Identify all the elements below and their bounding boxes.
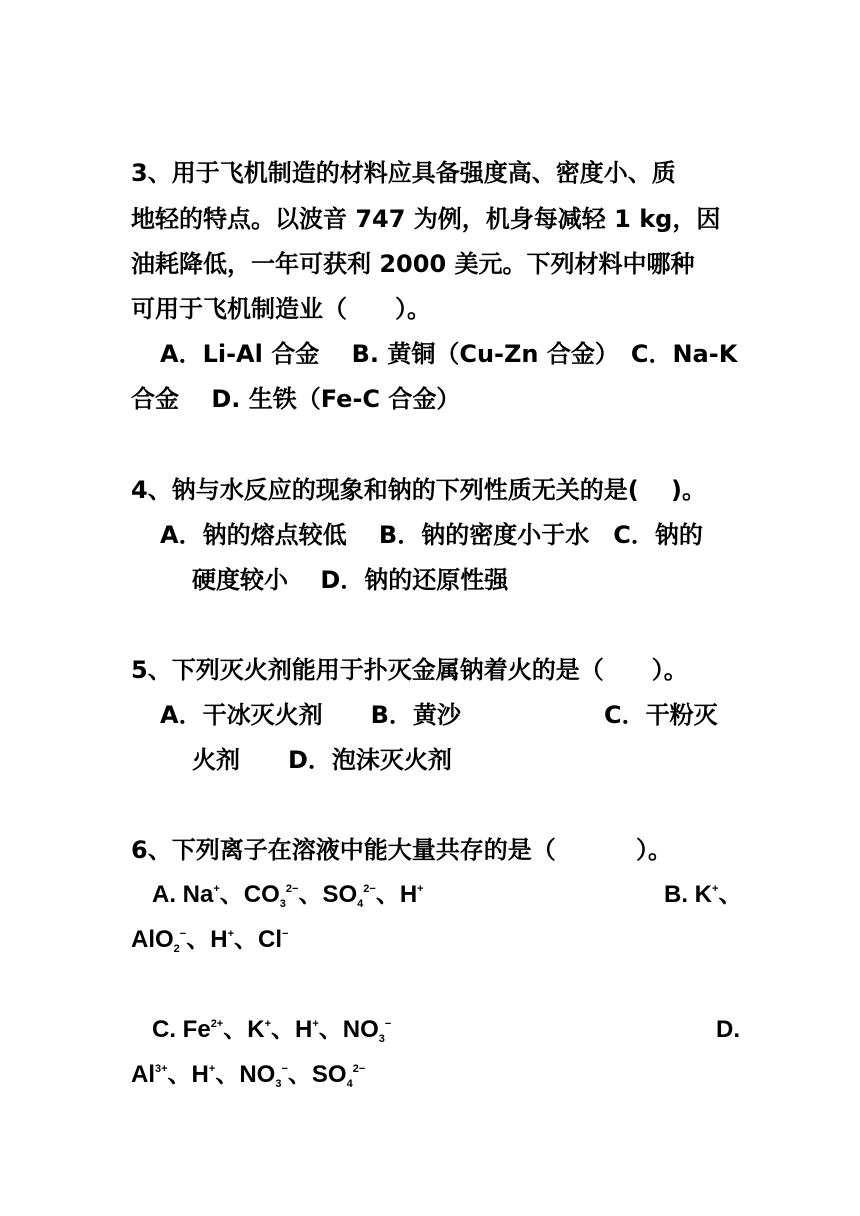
q5-line-1: 5、下列灭火剂能用于扑灭金属钠着火的是（ ）。 [131,656,688,684]
q6-option-b-cont: AlO$_2$−、H+、Cl− [131,926,289,955]
q5-options-line-1: A．干冰灭火剂 B．黄沙 [160,701,461,729]
q3-line-1: 3、用于飞机制造的材料应具备强度高、密度小、质 [131,159,676,187]
q6-option-d: D. [716,1016,740,1043]
q5-option-c: C．干粉灭 [604,701,718,729]
q4-line-1: 4、钠与水反应的现象和钠的下列性质无关的是( )。 [131,476,706,504]
q6-option-a: A. Na+、$CO_3^{2-}$、$SO_4^{2-}$、H+ [152,881,424,910]
q4-options-line-2: 硬度较小 D．钠的还原性强 [192,566,509,594]
q6-line-1: 6、下列离子在溶液中能大量共存的是（ ）。 [131,836,673,864]
q6-option-d-cont: $Al^{3+}$、H+、$NO_3^-$、$SO_4^{2-}$ [131,1061,366,1090]
q3-options-line-1: A．Li-Al 合金 B. 黄铜（Cu-Zn 合金） C．Na-K [160,340,738,368]
q3-line-4: 可用于飞机制造业（ ）。 [131,295,431,323]
q3-line-2: 地轻的特点。以波音 747 为例，机身每减轻 1 kg，因 [131,205,721,233]
q6-option-b: B. K+、 [664,881,743,908]
q4-options-line-1: A．钠的熔点较低 B．钠的密度小于水 C．钠的 [160,521,703,549]
q3-line-3: 油耗降低，一年可获利 2000 美元。下列材料中哪种 [131,250,695,278]
q3-options-line-2: 合金 D. 生铁（Fe-C 合金） [131,385,461,413]
q6-option-c: C. $Fe^{2+}$、K+、H+、$NO_3^-$ [152,1016,392,1045]
q5-options-line-2: 火剂 D．泡沫灭火剂 [192,746,452,774]
